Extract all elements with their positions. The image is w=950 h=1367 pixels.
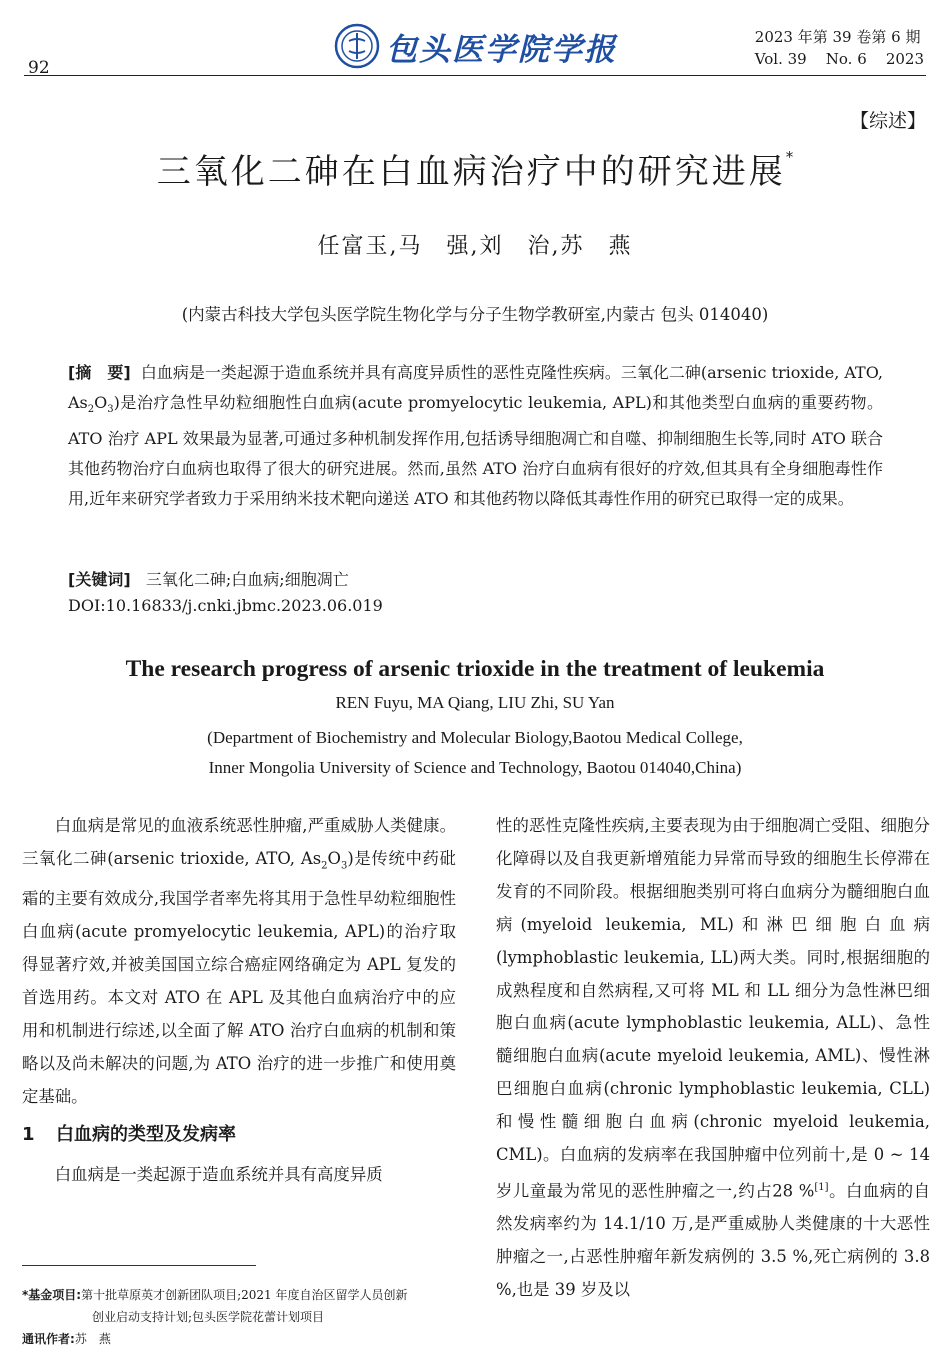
corr-label: 通讯作者: bbox=[22, 1332, 75, 1346]
abstract-sub-2: 3 bbox=[107, 403, 114, 415]
intro-sub-2: 3 bbox=[340, 860, 348, 872]
section-heading-1 bbox=[22, 1119, 456, 1151]
keywords-text: 三氧化二砷;白血病;细胞凋亡 bbox=[145, 570, 349, 589]
fund-label: *基金项目: bbox=[22, 1288, 82, 1302]
journal-name: 包头医学院学报 bbox=[386, 31, 617, 68]
body-left-column bbox=[22, 810, 456, 1192]
fund-text-1: 第十批草原英才创新团队项目;2021 年度自治区留学人员创新 bbox=[81, 1288, 408, 1302]
journal-logo bbox=[334, 22, 626, 70]
abstract-sub-1: 2 bbox=[87, 403, 95, 415]
doi[interactable]: DOI:10.16833/j.cnki.jbmc.2023.06.019 bbox=[68, 596, 383, 615]
english-authors: REN Fuyu, MA Qiang, LIU Zhi, SU Yan bbox=[335, 693, 615, 712]
intro-text-3: )是传统中药砒霜的主要有效成分,我国学者率先将其用于急性早幼粒细胞性白血病(acute promyelocytic leukemia, APL)的治疗取得显著疗效,并被美国国立综合癌症网络确定为 APL 复发的首选用药。本文对 ATO 在 APL 及其他白血病治疗中的应用和机制进行综述,以全面了解 ATO 治疗白血病的机制和策略以及尚未解决的问题,为 ATO 治疗的进一步推广和使用奠定基础。 bbox=[22, 848, 456, 1106]
title-footnote-mark: * bbox=[785, 148, 794, 166]
abstract-label: [摘 要] bbox=[68, 363, 131, 382]
footnote-rule bbox=[22, 1265, 256, 1266]
section-tag: 【综述】 bbox=[849, 110, 926, 132]
abstract-text-1: 白血病是一类起源于造血系统并具有高度异质性的恶性克隆性疾病。三氧化二砷(arsenic trioxide, ATO, As bbox=[68, 363, 883, 412]
affiliation: (内蒙古科技大学包头医学院生物化学与分子生物学教研室,内蒙古 包头 014040) bbox=[181, 305, 769, 324]
section1-text-1: 性的恶性克隆性疾病,主要表现为由于细胞凋亡受阻、细胞分化障碍以及自我更新增殖能力异常而导致的细胞生长停滞在发育的不同阶段。根据细胞类别可将白血病分为髓细胞白血病(myeloid leukemia, ML)和淋巴细胞白血病(lymphoblastic leukemia, LL)两大类。同时,根据细胞的成熟程度和自然病程,又可将 ML 和 LL 细分为急性淋巴细胞白血病(acute lymphoblastic leukemia, ALL)、急性髓细胞白血病(acute myeloid leukemia, AML)、慢性淋巴细胞白血病(chronic lymphoblastic leukemia, CLL)和慢性髓细胞白血病(chronic myeloid leukemia, CML)。白血病的发病率在我国肿瘤中位列前十,是 0 ~ 14 岁儿童最为常见的恶性肿瘤之一,约占28 % bbox=[496, 816, 930, 1201]
authors: 任富玉,马 强,刘 治,苏 燕 bbox=[317, 234, 633, 259]
body-right-column bbox=[496, 810, 930, 1307]
english-affiliation bbox=[0, 723, 950, 783]
keywords bbox=[68, 567, 883, 590]
citation-ref[interactable]: [1] bbox=[814, 1181, 829, 1193]
section1-text-2: 。白血病的自然发病率约为 14.1/10 万,是严重威胁人类健康的十大恶性肿瘤之一,占恶性肿瘤年新发病例的 3.5 %,死亡病例的 3.8 %,也是 39 岁及以 bbox=[496, 1181, 930, 1300]
intro-text-1: 白血病是常见的血液系统恶性肿瘤,严重威胁人类健康。三氧化二砷(arsenic trioxide, ATO, As bbox=[22, 816, 456, 868]
abstract-text-3: )是治疗急性早幼粒细胞性白血病(acute promyelocytic leukemia, APL)和其他类型白血病的重要药物。ATO 治疗 APL 效果最为显著,可通过多种机制发挥作用,包括诱导细胞凋亡和自噬、抑制细胞生长等,同时 ATO 联合其他药物治疗白血病也取得了很大的研究进展。然而,虽然 ATO 治疗白血病有很好的疗效,但其具有全身细胞毒性作用,近年来研究学者致力于采用纳米技术靶向递送 ATO 和其他药物以降低其毒性作用的研究已取得一定的成果。 bbox=[68, 392, 883, 508]
corr-name: 苏 燕 bbox=[74, 1332, 111, 1346]
corresponding-author bbox=[22, 1328, 462, 1350]
header-rule bbox=[24, 75, 926, 76]
section-number: 1 bbox=[22, 1124, 35, 1146]
issue-en: Vol. 39 No. 6 2023 bbox=[754, 50, 924, 68]
english-title: The research progress of arsenic trioxide in the treatment of leukemia bbox=[125, 656, 825, 682]
issue-info bbox=[755, 26, 924, 70]
fund-line bbox=[22, 1284, 462, 1306]
fund-text-2: 创业启动支持计划;包头医学院花蕾计划项目 bbox=[92, 1310, 325, 1324]
english-affil-line-1: (Department of Biochemistry and Molecular Biology,Baotou Medical College, bbox=[207, 728, 743, 747]
article-title bbox=[0, 144, 950, 193]
abstract bbox=[68, 358, 883, 513]
journal-emblem-icon bbox=[334, 23, 380, 69]
page-number: 92 bbox=[28, 58, 50, 78]
intro-sub-1: 2 bbox=[321, 860, 328, 872]
section-title: 白血病的类型及发病率 bbox=[56, 1124, 236, 1146]
section1-paragraph-start: 白血病是一类起源于造血系统并具有高度异质 bbox=[54, 1165, 383, 1185]
footnote bbox=[22, 1284, 462, 1350]
title-text: 三氧化二砷在白血病治疗中的研究进展 bbox=[156, 152, 786, 192]
keywords-label: [关键词] bbox=[68, 570, 131, 589]
english-affil-line-2: Inner Mongolia University of Science and Technology, Baotou 014040,China) bbox=[208, 758, 742, 777]
abstract-text-2: O bbox=[94, 392, 108, 412]
section1-paragraph-continued bbox=[496, 810, 930, 1307]
intro-text-2: O bbox=[327, 848, 341, 868]
issue-cn: 2023 年第 39 卷第 6 期 bbox=[754, 28, 921, 46]
intro-paragraph bbox=[22, 810, 456, 1113]
